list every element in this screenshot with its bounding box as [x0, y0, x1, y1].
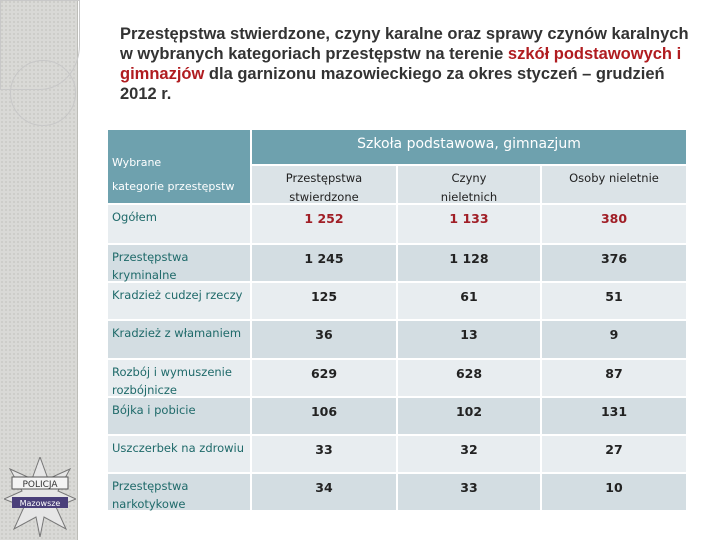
row-label: Ogółem	[108, 205, 250, 243]
svg-text:POLICJA: POLICJA	[22, 480, 58, 490]
slide-title	[120, 24, 690, 104]
table-cell: 87	[542, 360, 686, 396]
svg-text:Mazowsze: Mazowsze	[19, 499, 61, 508]
row-label: Uszczerbek na zdrowiu	[108, 436, 250, 472]
table-cell: 1 133	[398, 205, 540, 243]
table-cell: 27	[542, 436, 686, 472]
table-cell: 32	[398, 436, 540, 472]
table-cell: 61	[398, 283, 540, 319]
table-cell: 13	[398, 321, 540, 358]
row-header-text: kategorie przestępstw	[112, 180, 235, 193]
table-cell: 9	[542, 321, 686, 358]
table-cell: 131	[542, 398, 686, 434]
table-cell: 106	[252, 398, 396, 434]
table-cell: 1 128	[398, 245, 540, 281]
row-label: Kradzież cudzej rzeczy	[108, 283, 250, 319]
table-cell: 33	[252, 436, 396, 472]
table-cell: 629	[252, 360, 396, 396]
decorative-circle	[10, 60, 76, 126]
title-text: dla garnizonu mazowieckiego za okres styczeń – grudzień 2012 r.	[120, 65, 665, 103]
table-cell: 36	[252, 321, 396, 358]
row-label: Kradzież z włamaniem	[108, 321, 250, 358]
table-cell: 376	[542, 245, 686, 281]
table-cell: 628	[398, 360, 540, 396]
column-header: Przestępstwa stwierdzone	[252, 166, 396, 203]
table-cell: 51	[542, 283, 686, 319]
row-header	[108, 130, 250, 203]
column-header: Czyny nieletnich	[398, 166, 540, 203]
row-label: Przestępstwa kryminalne	[108, 245, 250, 281]
column-header: Osoby nieletnie	[542, 166, 686, 203]
row-label: Rozbój i wymuszenie rozbójnicze	[108, 360, 250, 396]
table-cell: 33	[398, 474, 540, 510]
table-cell: 380	[542, 205, 686, 243]
table-cell: 1 245	[252, 245, 396, 281]
table-cell: 125	[252, 283, 396, 319]
group-header: Szkoła podstawowa, gimnazjum	[252, 130, 686, 164]
row-label: Bójka i pobicie	[108, 398, 250, 434]
table-cell: 102	[398, 398, 540, 434]
table-cell: 34	[252, 474, 396, 510]
row-header-text: Wybrane	[112, 156, 162, 169]
table-cell: 1 252	[252, 205, 396, 243]
title-text: Przestępstwa stwierdzone, czyny karalne oraz sprawy czynów karalnych w wybranych kategoriach przestępstw na terenie	[120, 25, 689, 63]
table-cell: 10	[542, 474, 686, 510]
police-badge-logo	[4, 457, 76, 537]
row-label: Przestępstwa narkotykowe	[108, 474, 250, 510]
title-highlight: szkół podstawowych i gimnazjów	[120, 45, 682, 83]
